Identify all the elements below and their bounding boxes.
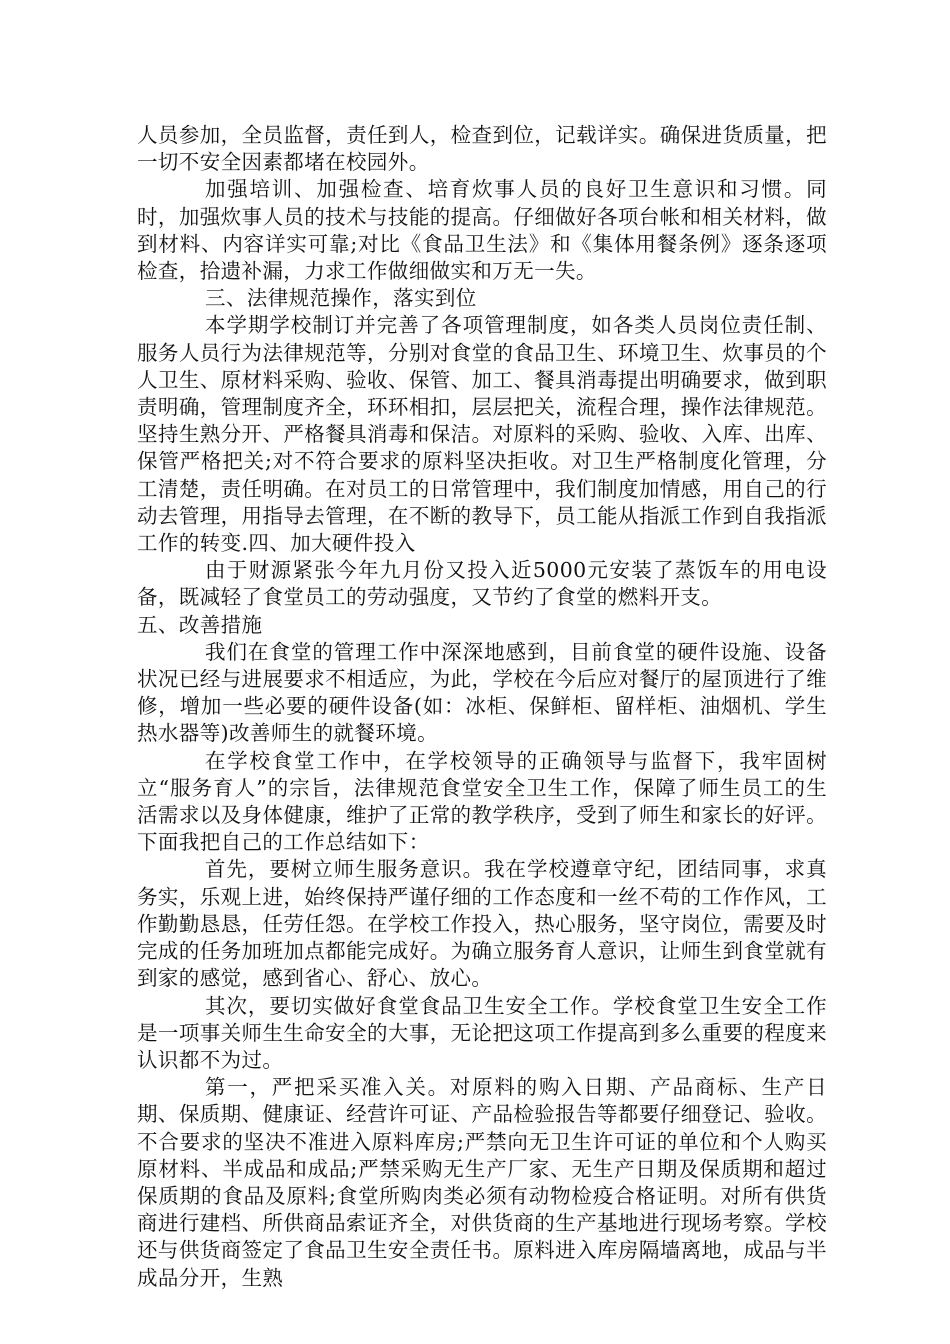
paragraph-9: 其次，要切实做好食堂食品卫生安全工作。学校食堂卫生安全工作是一项事关师生生命安全的大事，无论把这项工作提高到多么重要的程度来认识都不为过。 bbox=[137, 993, 827, 1072]
paragraph-2: 加强培训、加强检查、培育炊事人员的良好卫生意识和习惯。同时，加强炊事人员的技术与技能的提高。仔细做好各项台帐和相关材料，做到材料、内容详实可靠;对比《食品卫生法》和《集体用餐条例》逐条逐项检查，拾遗补漏，力求工作做细做实和万无一失。 bbox=[137, 177, 827, 284]
section-heading-5: 五、改善措施 bbox=[137, 612, 263, 637]
paragraph-4: 本学期学校制订并完善了各项管理制度，如各类人员岗位责任制、服务人员行为法律规范等，分别对食堂的食品卫生、环境卫生、炊事员的个人卫生、原材料采购、验收、保管、加工、餐具消毒提出明确要求，做到职责明确，管理制度齐全，环环相扣，层层把关，流程合理，操作法律规范。坚持生熟分开、严格餐具消毒和保洁。对原料的采购、验收、入库、出库、保管严格把关;对不符合要求的原料坚决拒收。对卫生严格制度化管理，分工清楚，责任明确。在对员工的日常管理中，我们制度加情感，用自己的行动去管理，用指导去管理，在不断的教导下，员工能从指派工作到自我指派工作的转变.四、加大硬件投入 bbox=[137, 313, 827, 556]
paragraph-8: 首先，要树立师生服务意识。我在学校遵章守纪，团结同事，求真务实，乐观上进，始终保持严谨仔细的工作态度和一丝不苟的工作作风，工作勤勤恳恳，任劳任怨。在学校工作投入，热心服务，坚守岗位，需要及时完成的任务加班加点都能完成好。为确立服务育人意识，让师生到食堂就有到家的感觉，感到省心、舒心、放心。 bbox=[137, 857, 827, 991]
paragraph-5: 由于财源紧张今年九月份又投入近5000元安装了蒸饭车的用电设备，既减轻了食堂员工的劳动强度，又节约了食堂的燃料开支。 bbox=[137, 558, 827, 610]
paragraph-7: 在学校食堂工作中，在学校领导的正确领导与监督下，我牢固树立“服务育人”的宗旨，法律规范食堂安全卫生工作，保障了师生员工的生活需求以及身体健康，维护了正常的教学秩序，受到了师生和家长的好评。下面我把自己的工作总结如下： bbox=[137, 748, 827, 855]
section-heading-3: 三、法律规范操作，落实到位 bbox=[205, 286, 477, 311]
paragraph-1: 人员参加，全员监督，责任到人，检查到位，记载详实。确保进货质量，把一切不安全因素都堵在校园外。 bbox=[137, 123, 827, 175]
paragraph-10: 第一，严把采买准入关。对原料的购入日期、产品商标、生产日期、保质期、健康证、经营许可证、产品检验报告等都要仔细登记、验收。不合要求的坚决不准进入原料库房;严禁向无卫生许可证的单位和个人购买原材料、半成品和成品;严禁采购无生产厂家、无生产日期及保质期和超过保质期的食品及原料;食堂所购肉类必须有动物检疫合格证明。对所有供货商进行建档、所供商品索证齐全，对供货商的生产基地进行现场考察。学校还与供货商签定了食品卫生安全责任书。原料进入库房隔墙离地，成品与半成品分开，生熟 bbox=[137, 1075, 827, 1290]
paragraph-6: 我们在食堂的管理工作中深深地感到，目前食堂的硬件设施、设备状况已经与进展要求不相适应，为此，学校在今后应对餐厅的屋顶进行了维修，增加一些必要的硬件设备(如：冰柜、保鲜柜、留样柜、油烟机、学生热水器等)改善师生的就餐环境。 bbox=[137, 639, 827, 746]
document-body bbox=[137, 122, 827, 1292]
